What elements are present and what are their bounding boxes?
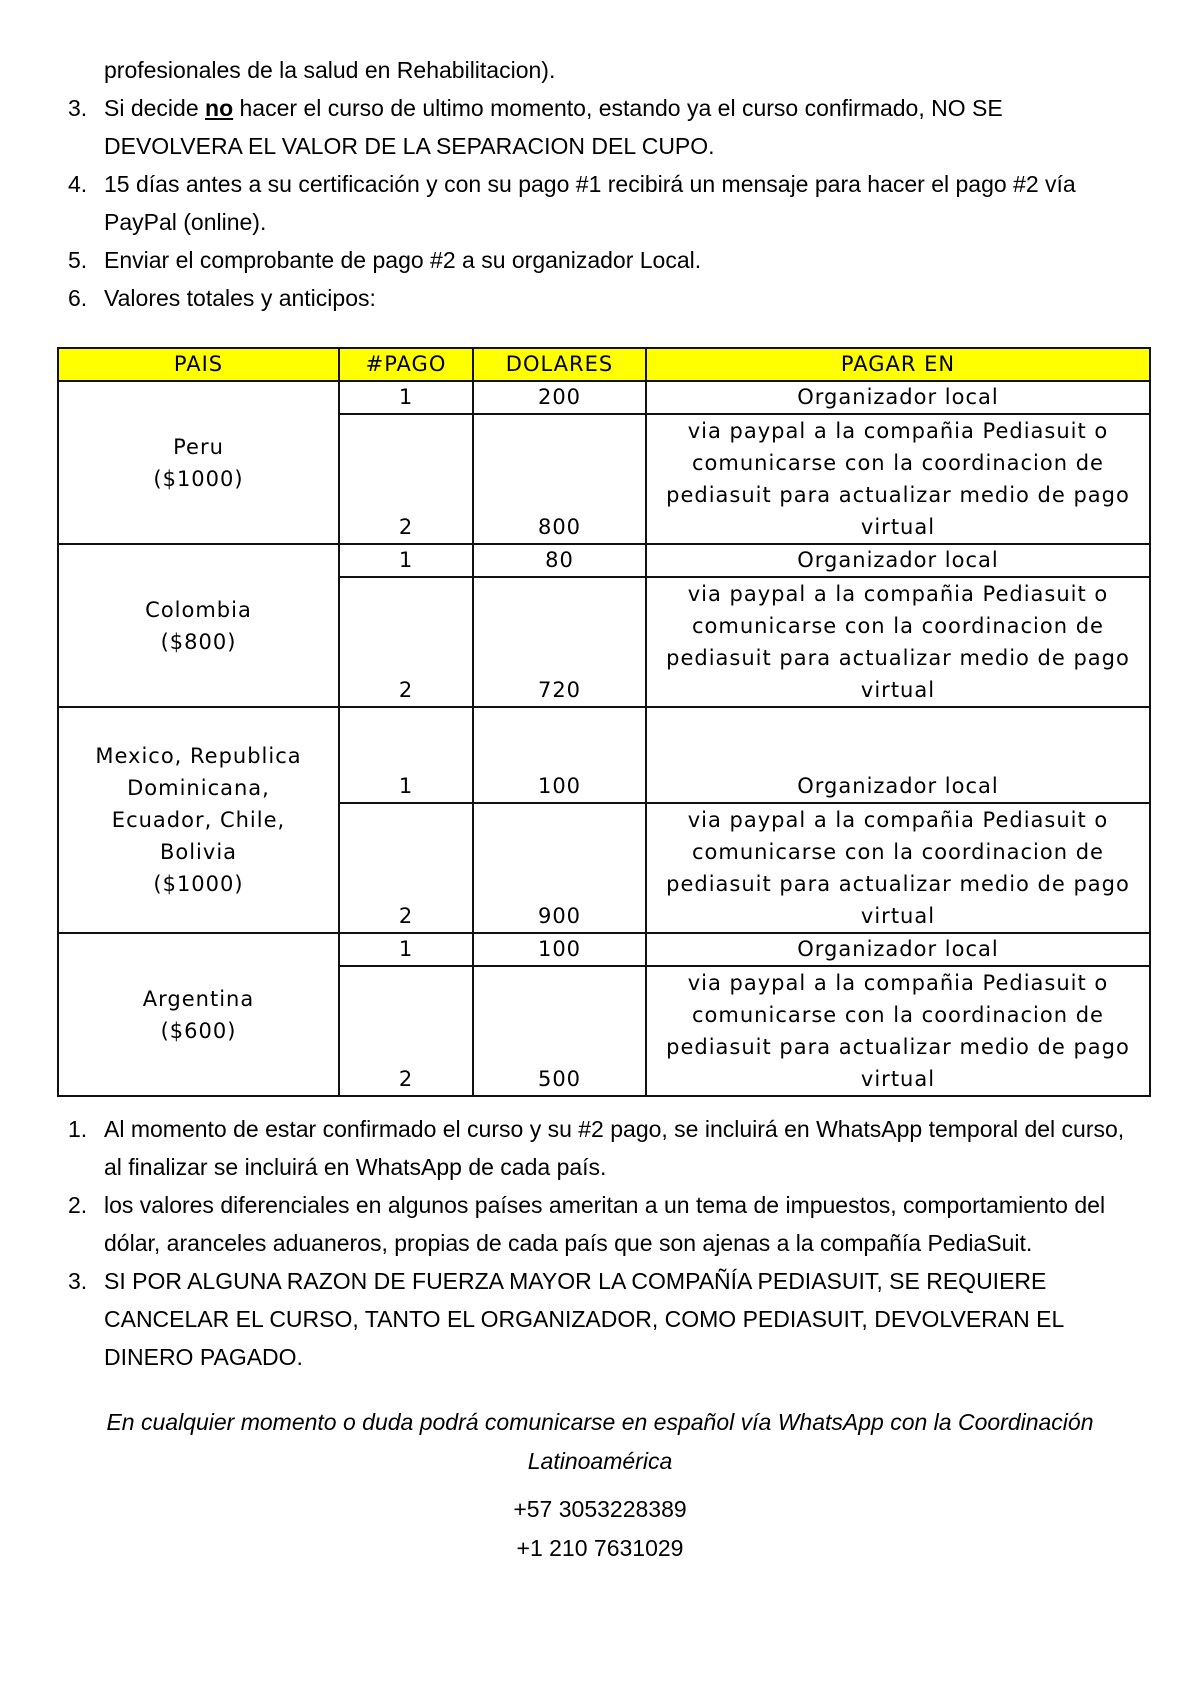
country-cell: [58, 707, 339, 933]
payment-amount: 200: [473, 381, 646, 414]
pay-method: via paypal a la compañia Pediasuit o comunicarse con la coordinacion de pediasuit para actualizar medio de pago virtual: [646, 966, 1150, 1096]
payment-number: 1: [339, 381, 473, 414]
pay-method: Organizador local: [646, 707, 1150, 803]
phone-usa: +1 210 7631029: [516, 1535, 684, 1561]
country-total: ($1000): [153, 872, 244, 896]
list-number: 1.: [68, 1116, 88, 1142]
payment-amount: 720: [473, 577, 646, 707]
pay-method: via paypal a la compañia Pediasuit o comunicarse con la coordinacion de pediasuit para actualizar medio de pago virtual: [646, 414, 1150, 544]
payment-amount: 800: [473, 414, 646, 544]
list-item: [0, 1186, 1200, 1262]
list-text: SI POR ALGUNA RAZON DE FUERZA MAYOR LA COMPAÑÍA PEDIASUIT, SE REQUIERE CANCELAR EL CURSO, TANTO EL ORGANIZADOR, COMO PEDIASUIT, DEVOLVERAN EL DINERO PAGADO.: [104, 1268, 1064, 1370]
list-number: 4.: [68, 171, 88, 197]
country-name: Peru: [173, 434, 224, 459]
list-text: Enviar el comprobante de pago #2 a su organizador Local.: [104, 247, 702, 273]
table-header-row: [58, 348, 1150, 381]
payment-amount: 900: [473, 803, 646, 933]
emphasis-no: no: [205, 95, 234, 121]
list-number: 5.: [68, 247, 88, 273]
payments-table: [57, 347, 1151, 1097]
payment-number: 2: [339, 803, 473, 933]
list-item: [0, 1262, 1200, 1376]
pay-method: via paypal a la compañia Pediasuit o comunicarse con la coordinacion de pediasuit para actualizar medio de pago virtual: [646, 577, 1150, 707]
header-pagar-en: PAGAR EN: [646, 348, 1150, 381]
payment-number: 2: [339, 414, 473, 544]
intro-continuation: profesionales de la salud en Rehabilitacion).: [104, 57, 556, 83]
payment-number: 2: [339, 966, 473, 1096]
pay-method: Organizador local: [646, 933, 1150, 966]
list-text: hacer el curso de ultimo momento, estando ya el curso confirmado, NO SE DEVOLVERA EL VALOR DE LA SEPARACION DEL CUPO.: [104, 95, 1003, 159]
notes-list: [0, 1110, 1200, 1376]
list-number: 3.: [68, 1268, 88, 1294]
payment-number: 1: [339, 544, 473, 577]
contact-message: En cualquier momento o duda podrá comunicarse en español vía WhatsApp con la Coordinación Latinoamérica: [106, 1409, 1094, 1474]
list-item: [0, 1110, 1200, 1186]
table-row: [58, 381, 1150, 414]
list-number: 3.: [68, 95, 88, 121]
country-name: Colombia: [145, 597, 252, 622]
table-row: [58, 933, 1150, 966]
country-total: ($600): [160, 1018, 237, 1043]
list-text: Al momento de estar confirmado el curso y su #2 pago, se incluirá en WhatsApp temporal del curso, al finalizar se incluirá en WhatsApp de cada país.: [104, 1116, 1125, 1180]
phone-colombia: +57 3053228389: [513, 1496, 687, 1522]
list-number: 2.: [68, 1192, 88, 1218]
pay-method: via paypal a la compañia Pediasuit o comunicarse con la coordinacion de pediasuit para actualizar medio de pago virtual: [646, 803, 1150, 933]
payment-amount: 500: [473, 966, 646, 1096]
list-text: Valores totales y anticipos:: [104, 285, 376, 311]
list-item: [0, 279, 1200, 317]
list-number: 6.: [68, 285, 88, 311]
header-dolares: DOLARES: [473, 348, 646, 381]
header-pais: PAIS: [58, 348, 339, 381]
list-item: [0, 165, 1200, 241]
country-total: ($800): [160, 629, 237, 654]
payment-number: 1: [339, 707, 473, 803]
list-text: Si decide: [104, 95, 206, 121]
payment-amount: 100: [473, 933, 646, 966]
country-name: Argentina: [142, 986, 255, 1011]
list-text: 15 días antes a su certificación y con su pago #1 recibirá un mensaje para hacer el pago #2 vía PayPal (online).: [104, 171, 1076, 235]
country-cell: [58, 933, 339, 1096]
payment-number: 1: [339, 933, 473, 966]
country-name: Mexico, Republica Dominicana, Ecuador, Chile, Bolivia: [95, 744, 302, 864]
pay-method: Organizador local: [646, 381, 1150, 414]
country-cell: [58, 544, 339, 707]
table-row: [58, 544, 1150, 577]
country-cell: [58, 381, 339, 544]
table-row: [58, 707, 1150, 803]
payment-amount: 80: [473, 544, 646, 577]
list-text: los valores diferenciales en algunos países ameritan a un tema de impuestos, comportamiento del dólar, aranceles aduaneros, propias de cada país que son ajenas a la compañía PediaSuit.: [104, 1192, 1106, 1256]
payment-number: 2: [339, 577, 473, 707]
intro-list: [0, 89, 1200, 317]
pay-method: Organizador local: [646, 544, 1150, 577]
list-item: [0, 89, 1200, 165]
header-pago: #PAGO: [339, 348, 473, 381]
list-item: [0, 241, 1200, 279]
country-total: ($1000): [153, 466, 244, 491]
payment-amount: 100: [473, 707, 646, 803]
